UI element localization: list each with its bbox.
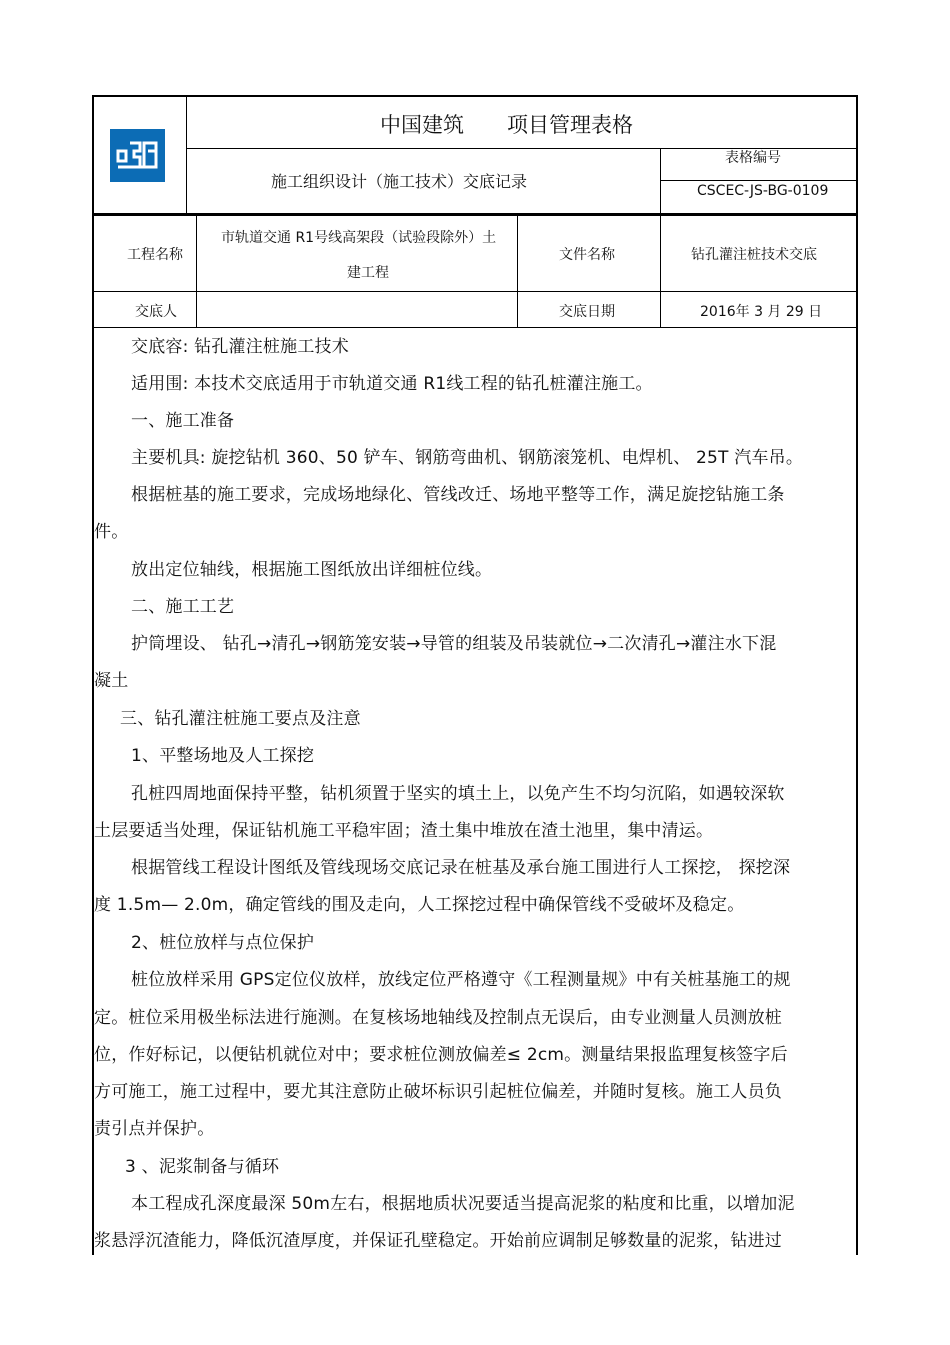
rule [660,180,856,181]
content-line: 交底容: 钻孔灌注桩施工技术 [131,337,349,357]
content-line: 凝土 [94,671,129,691]
file-name-label: 文件名称 [559,247,615,263]
date-value: 2016年 3 月 29 日 [700,304,823,320]
content-line: 适用围: 本技术交底适用于市轨道交通 R1线工程的钻孔桩灌注施工。 [131,374,653,394]
content-line: 护筒埋设、 钻孔→清孔→钢筋笼安装→导管的组装及吊装就位→二次清孔→灌注水下混 [131,634,777,654]
content-line: 二、施工工艺 [131,597,235,617]
content-line: 孔桩四周地面保持平整，钻机须置于坚实的填土上，以免产生不均匀沉陷，如遇较深软 [131,784,785,804]
presenter-label: 交底人 [135,304,177,320]
rule [196,215,197,328]
project-name-value: 市轨道交通 R1号线高架段（试验段除外）土 [221,230,497,246]
content-line: 桩位放样采用 GPS定位仪放样，放线定位严格遵守《工程测量规》中有关桩基施工的规 [131,970,791,990]
cscec-logo [110,129,165,182]
project-name-value-2: 建工程 [347,265,389,281]
content-line: 2、桩位放样与点位保护 [131,933,315,953]
rule [92,327,858,328]
content-line: 定。桩位采用极坐标法进行施测。在复核场地轴线及控制点无误后，由专业测量人员测放桩 [94,1008,782,1028]
company-name: 中国建筑 [380,113,464,137]
content-line: 土层要适当处理，保证钻机施工平稳牢固；渣土集中堆放在渣土池里，集中清运。 [94,821,714,841]
content-line: 位，作好标记，以便钻机就位对中；要求桩位测放偏差≤ 2cm。测量结果报监理复核签字后 [94,1045,788,1065]
rule [660,148,661,215]
content-line: 三、钻孔灌注桩施工要点及注意 [120,709,361,729]
rule [92,291,858,292]
rule [186,95,187,215]
content-line: 根据管线工程设计图纸及管线现场交底记录在桩基及承台施工围进行人工探挖， 探挖深 [131,858,791,878]
form-number-label: 表格编号 [725,150,781,166]
content-line: 1、平整场地及人工探挖 [131,746,315,766]
form-name: 施工组织设计（施工技术）交底记录 [271,172,528,191]
content-line: 方可施工，施工过程中，要尤其注意防止破坏标识引起桩位偏差，并随时复核。施工人员负 [94,1082,782,1102]
content-line: 件。 [94,522,129,542]
content-line: 一、施工准备 [131,411,235,431]
rule [92,213,858,216]
project-name-label: 工程名称 [127,247,183,263]
form-title: 项目管理表格 [507,113,633,137]
content-line: 度 1.5m— 2.0m，确定管线的围及走向，人工探挖过程中确保管线不受破坏及稳定。 [94,895,745,915]
content-line: 责引点并保护。 [94,1119,215,1139]
rule [517,215,518,328]
date-label: 交底日期 [559,304,615,320]
file-name-value: 钻孔灌注桩技术交底 [691,247,817,263]
content-line: 主要机具: 旋挖钻机 360、50 铲车、钢筋弯曲机、钢筋滚笼机、电焊机、 25T 汽车吊。 [131,448,804,468]
content-line: 浆悬浮沉渣能力，降低沉渣厚度，并保证孔壁稳定。开始前应调制足够数量的泥浆，钻进过 [94,1231,782,1251]
content-line: 放出定位轴线，根据施工图纸放出详细桩位线。 [131,560,493,580]
content-line: 3 、泥浆制备与循环 [125,1157,280,1177]
rule [660,215,661,328]
content-line: 根据桩基的施工要求，完成场地绿化、管线改迁、场地平整等工作，满足旋挖钻施工条 [131,485,785,505]
content-line: 本工程成孔深度最深 50m左右，根据地质状况要适当提高泥浆的粘度和比重，以增加泥 [131,1194,795,1214]
form-number: CSCEC-JS-BG-0109 [697,183,829,199]
